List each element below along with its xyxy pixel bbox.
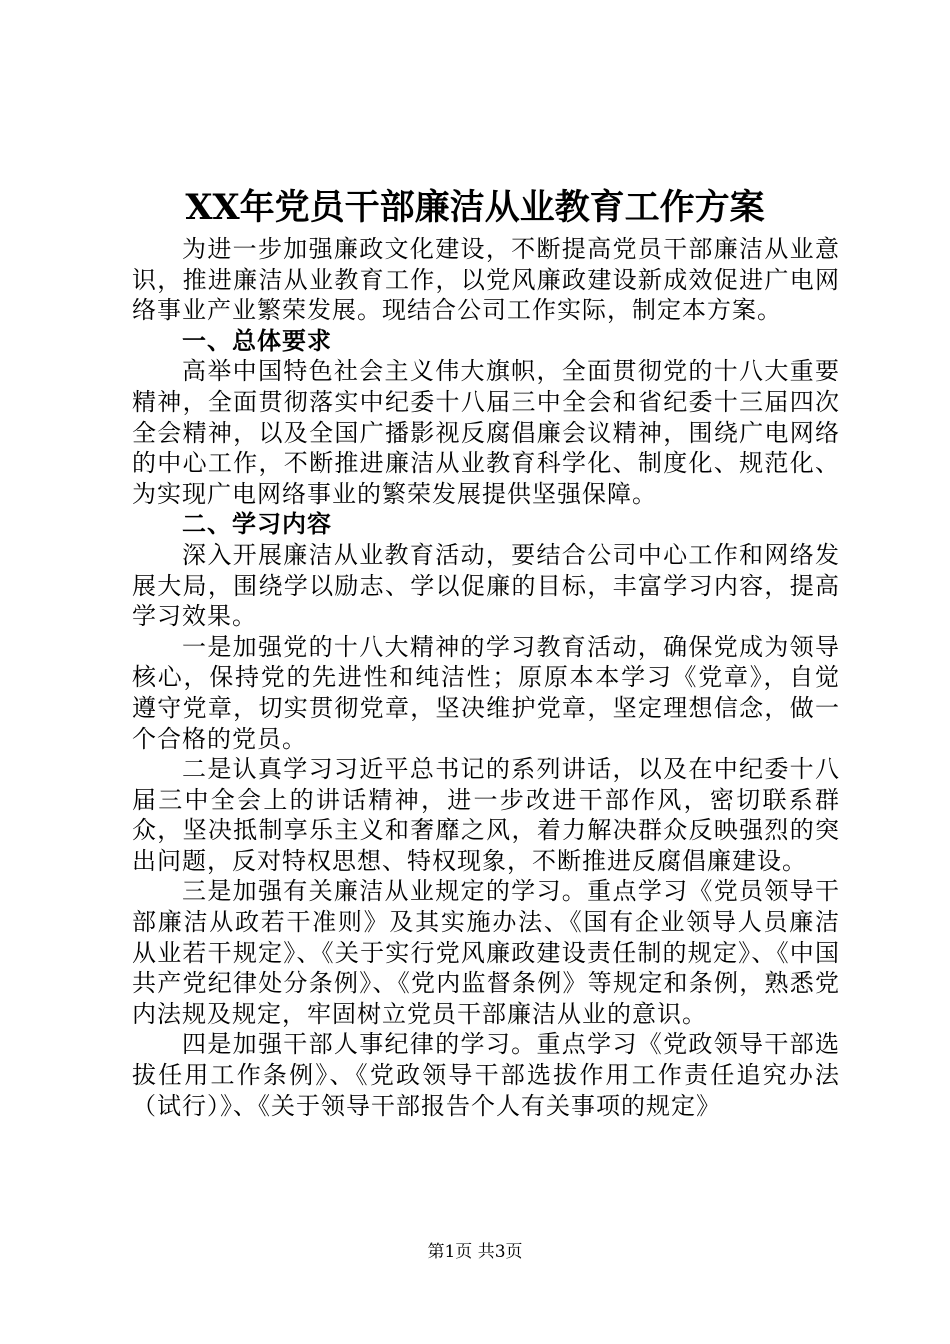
general-requirements-paragraph: 高举中国特色社会主义伟大旗帜，全面贯彻党的十八大重要精神，全面贯彻落实中纪委十八届三中全会和省纪委十三届四次全会精神，以及全国广播影视反腐倡廉会议精神，围绕广电网络的中心工作，不断推进廉洁从业教育科学化、制度化、规范化、为实现广电网络事业的繁荣发展提供坚强保障。 bbox=[132, 357, 840, 508]
page-number-footer: 第1页 共3页 bbox=[427, 1242, 523, 1262]
document-body bbox=[132, 234, 840, 1121]
section-heading-study-content: 二、学习内容 bbox=[182, 509, 332, 539]
section-heading-general-requirements: 一、总体要求 bbox=[182, 325, 332, 355]
document-title: XX年党员干部廉洁从业教育工作方案 bbox=[185, 187, 765, 228]
study-item-3-paragraph: 三是加强有关廉洁从业规定的学习。重点学习《党员领导干部廉洁从政若干准则》及其实施办法、《国有企业领导人员廉洁从业若干规定》、《关于实行党风廉政建设责任制的规定》、《中国共产党纪律处分条例》、《党内监督条例》等规定和条例，熟悉党内法规及规定，牢固树立党员干部廉洁从业的意识。 bbox=[132, 877, 840, 1028]
study-item-4-paragraph: 四是加强干部人事纪律的学习。重点学习《党政领导干部选拔任用工作条例》、《党政领导干部选拔作用工作责任追究办法（试行）》、《关于领导干部报告个人有关事项的规定》 bbox=[132, 1030, 840, 1120]
study-item-1-paragraph: 一是加强党的十八大精神的学习教育活动，确保党成为领导核心，保持党的先进性和纯洁性；原原本本学习《党章》，自觉遵守党章，切实贯彻党章，坚决维护党章，坚定理想信念，做一个合格的党员。 bbox=[132, 632, 840, 753]
study-content-intro-paragraph: 深入开展廉洁从业教育活动，要结合公司中心工作和网络发展大局，围绕学以励志、学以促廉的目标，丰富学习内容，提高学习效果。 bbox=[132, 540, 840, 631]
study-item-2-paragraph: 二是认真学习习近平总书记的系列讲话，以及在中纪委十八届三中全会上的讲话精神，进一步改进干部作风，密切联系群众，坚决抵制享乐主义和奢靡之风，着力解决群众反映强烈的突出问题，反对特权思想、特权现象，不断推进反腐倡廉建设。 bbox=[132, 755, 840, 875]
intro-paragraph: 为进一步加强廉政文化建设，不断提高党员干部廉洁从业意识，推进廉洁从业教育工作，以党风廉政建设新成效促进广电网络事业产业繁荣发展。现结合公司工作实际，制定本方案。 bbox=[132, 235, 840, 325]
